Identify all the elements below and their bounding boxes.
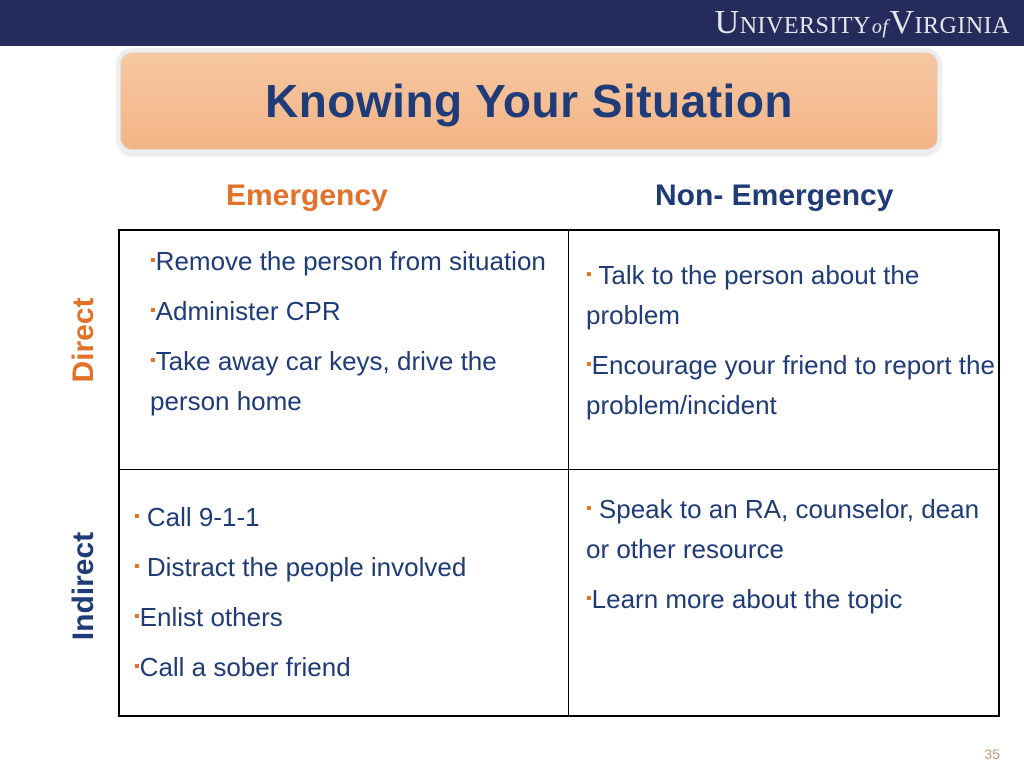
square-bullet-icon: ▪ bbox=[586, 266, 592, 283]
row-divider bbox=[120, 469, 998, 470]
list-item: ▪ Call 9-1-1 bbox=[134, 502, 260, 532]
square-bullet-icon: ▪ bbox=[134, 508, 140, 525]
column-header-emergency: Emergency bbox=[226, 179, 388, 212]
list-item: ▪ Speak to an RA, counselor, dean or other resource bbox=[586, 494, 980, 564]
square-bullet-icon: ▪ bbox=[134, 558, 140, 575]
list-item: ▪Take away car keys, drive the person home bbox=[150, 346, 497, 416]
cell-direct-emergency bbox=[150, 241, 550, 431]
square-bullet-icon: ▪ bbox=[150, 302, 156, 319]
title-box bbox=[120, 52, 938, 150]
cell-indirect-non-emergency bbox=[586, 489, 996, 629]
column-divider bbox=[568, 231, 569, 715]
list-item: ▪Encourage your friend to report the problem/incident bbox=[586, 350, 995, 420]
square-bullet-icon: ▪ bbox=[586, 590, 592, 607]
square-bullet-icon: ▪ bbox=[134, 658, 140, 675]
cell-indirect-emergency bbox=[134, 497, 554, 697]
list-item: ▪Administer CPR bbox=[150, 296, 341, 326]
row-header-indirect: Indirect bbox=[67, 531, 100, 641]
list-item: ▪ Talk to the person about the problem bbox=[586, 260, 920, 330]
square-bullet-icon: ▪ bbox=[150, 352, 156, 369]
situation-table bbox=[118, 229, 1000, 717]
list-item: ▪Remove the person from situation bbox=[150, 246, 546, 276]
square-bullet-icon: ▪ bbox=[150, 252, 156, 269]
top-banner bbox=[0, 0, 1024, 46]
square-bullet-icon: ▪ bbox=[586, 500, 592, 517]
square-bullet-icon: ▪ bbox=[586, 356, 592, 373]
square-bullet-icon: ▪ bbox=[134, 608, 140, 625]
row-header-direct: Direct bbox=[67, 297, 100, 383]
cell-direct-non-emergency bbox=[586, 255, 996, 435]
list-item: ▪Enlist others bbox=[134, 602, 283, 632]
column-header-non-emergency: Non- Emergency bbox=[655, 179, 894, 212]
list-item: ▪Learn more about the topic bbox=[586, 584, 903, 614]
list-item: ▪ Distract the people involved bbox=[134, 552, 467, 582]
slide-title: Knowing Your Situation bbox=[264, 75, 794, 127]
university-logo: UniversityofVirginia bbox=[714, 4, 1010, 41]
slide-number: 35 bbox=[984, 746, 1000, 762]
list-item: ▪Call a sober friend bbox=[134, 652, 351, 682]
